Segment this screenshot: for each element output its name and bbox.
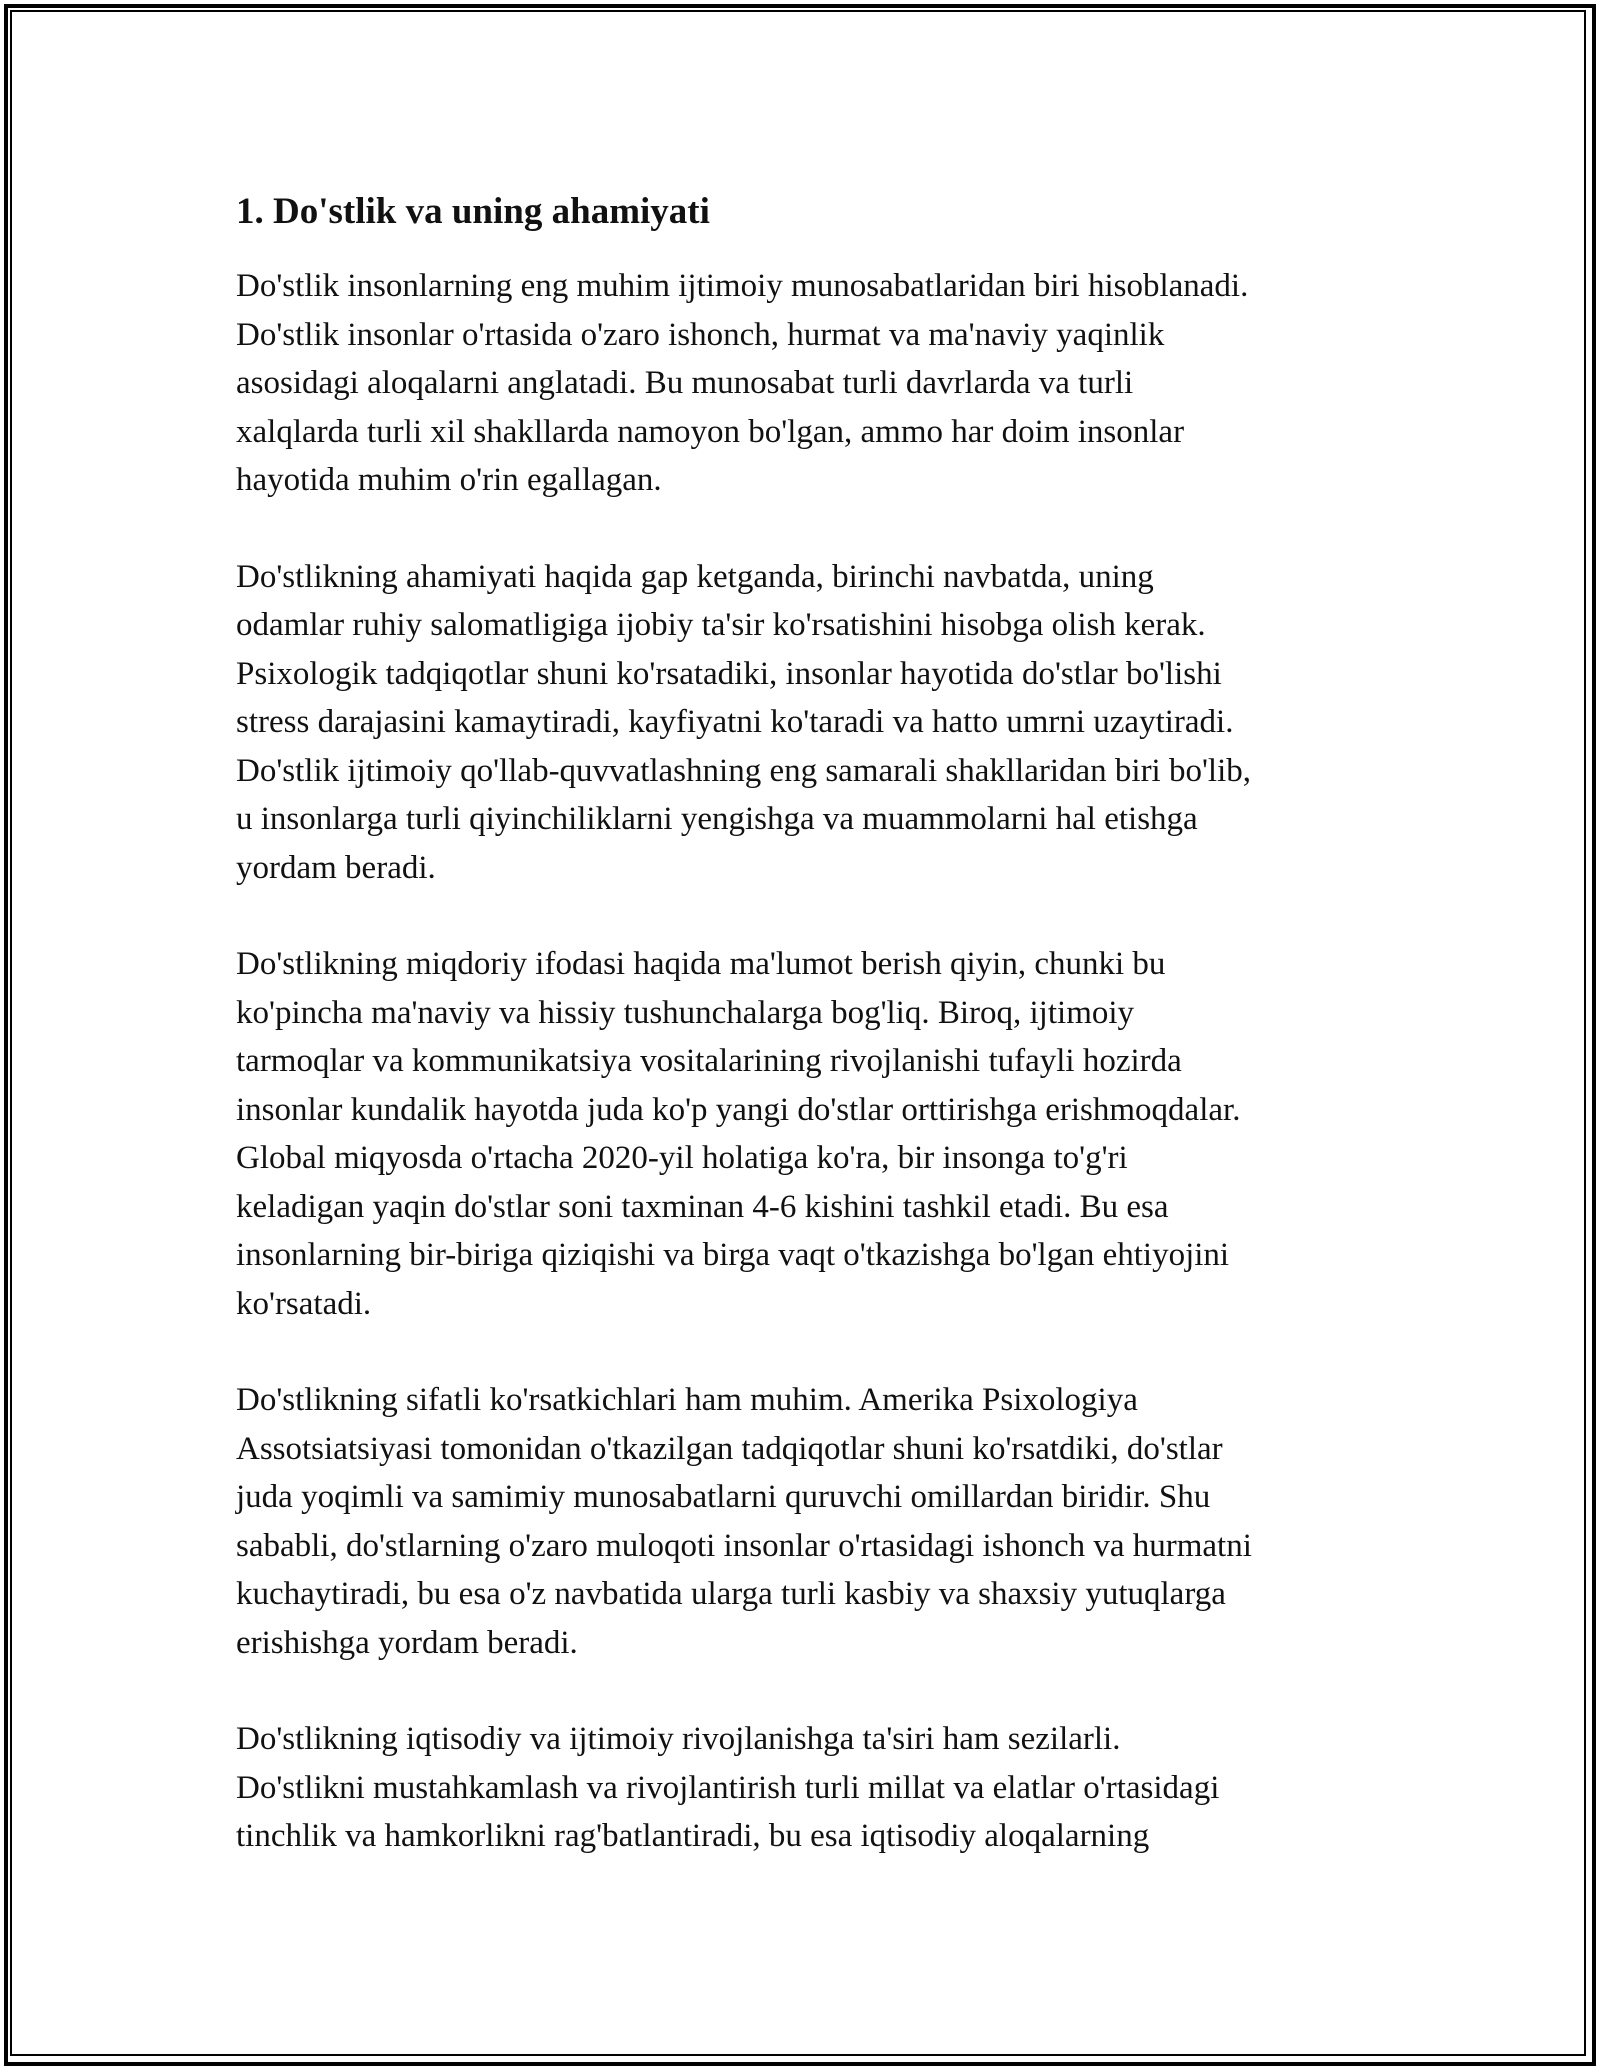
- text-line: odamlar ruhiy salomatligiga ijobiy ta'sir ko'rsatishini hisobga olish kerak.: [236, 607, 1206, 643]
- text-line: asosidagi aloqalarni anglatadi. Bu munosabat turli davrlarda va turli: [236, 365, 1134, 401]
- text-line: Do'stlikning ahamiyati haqida gap ketganda, birinchi navbatda, uning: [236, 558, 1154, 595]
- text-line: stress darajasini kamaytiradi, kayfiyatni ko'taradi va hatto umrni uzaytiradi.: [236, 704, 1234, 740]
- text-line: hayotida muhim o'rin egallagan.: [236, 462, 662, 498]
- text-line: Assotsiatsiyasi tomonidan o'tkazilgan tadqiqotlar shuni ko'rsatdiki, do'stlar: [236, 1430, 1223, 1467]
- text-line: Do'stlikning sifatli ko'rsatkichlari ham muhim. Amerika Psixologiya: [236, 1382, 1138, 1418]
- text-line: Do'stlikni mustahkamlash va rivojlantirish turli millat va elatlar o'rtasidagi: [236, 1769, 1220, 1806]
- text-line: Psixologik tadqiqotlar shuni ko'rsatadiki, insonlar hayotida do'stlar bo'lishi: [236, 655, 1222, 692]
- paragraph-3: [236, 940, 1386, 1328]
- paragraph-2: [236, 553, 1386, 893]
- text-line: Do'stlik insonlarning eng muhim ijtimoiy munosabatlaridan biri hisoblanadi.: [236, 268, 1249, 304]
- text-line: Do'stlikning iqtisodiy va ijtimoiy rivojlanishga ta'siri ham sezilarli.: [236, 1721, 1121, 1757]
- text-line: tarmoqlar va kommunikatsiya vositalarining rivojlanishi tufayli hozirda: [236, 1043, 1182, 1079]
- text-line: insonlar kundalik hayotda juda ko'p yangi do'stlar orttirishga erishmoqdalar.: [236, 1091, 1241, 1128]
- paragraph-5: [236, 1715, 1386, 1861]
- document-body: [236, 188, 1386, 1909]
- text-line: ko'rsatadi.: [236, 1285, 372, 1322]
- text-line: xalqlarda turli xil shakllarda namoyon bo'lgan, ammo har doim insonlar: [236, 413, 1185, 450]
- text-line: u insonlarga turli qiyinchiliklarni yengishga va muammolarni hal etishga: [236, 801, 1198, 837]
- section-heading: 1. Do'stlik va uning ahamiyati: [236, 191, 710, 232]
- text-line: Do'stlik insonlar o'rtasida o'zaro ishonch, hurmat va ma'naviy yaqinlik: [236, 316, 1165, 353]
- text-line: tinchlik va hamkorlikni rag'batlantiradi, bu esa iqtisodiy aloqalarning: [236, 1818, 1150, 1854]
- text-line: yordam beradi.: [236, 849, 436, 886]
- text-line: Do'stlikning miqdoriy ifodasi haqida ma'lumot berish qiyin, chunki bu: [236, 946, 1166, 982]
- paragraph-4: [236, 1376, 1386, 1667]
- text-line: sababli, do'stlarning o'zaro muloqoti insonlar o'rtasidagi ishonch va hurmatni: [236, 1527, 1252, 1564]
- text-line: keladigan yaqin do'stlar soni taxminan 4-6 kishini tashkil etadi. Bu esa: [236, 1188, 1169, 1225]
- text-line: Global miqyosda o'rtacha 2020-yil holatiga ko'ra, bir insonga to'g'ri: [236, 1140, 1128, 1176]
- text-line: Do'stlik ijtimoiy qo'llab-quvvatlashning eng samarali shakllaridan biri bo'lib,: [236, 752, 1252, 789]
- text-line: kuchaytiradi, bu esa o'z navbatida ularga turli kasbiy va shaxsiy yutuqlarga: [236, 1576, 1226, 1612]
- text-line: ko'pincha ma'naviy va hissiy tushunchalarga bog'liq. Biroq, ijtimoiy: [236, 994, 1135, 1031]
- text-line: erishishga yordam beradi.: [236, 1624, 578, 1661]
- text-line: insonlarning bir-biriga qiziqishi va birga vaqt o'tkazishga bo'lgan ehtiyojini: [236, 1237, 1230, 1273]
- text-line: juda yoqimli va samimiy munosabatlarni quruvchi omillardan biridir. Shu: [236, 1479, 1211, 1515]
- paragraph-1: [236, 262, 1386, 505]
